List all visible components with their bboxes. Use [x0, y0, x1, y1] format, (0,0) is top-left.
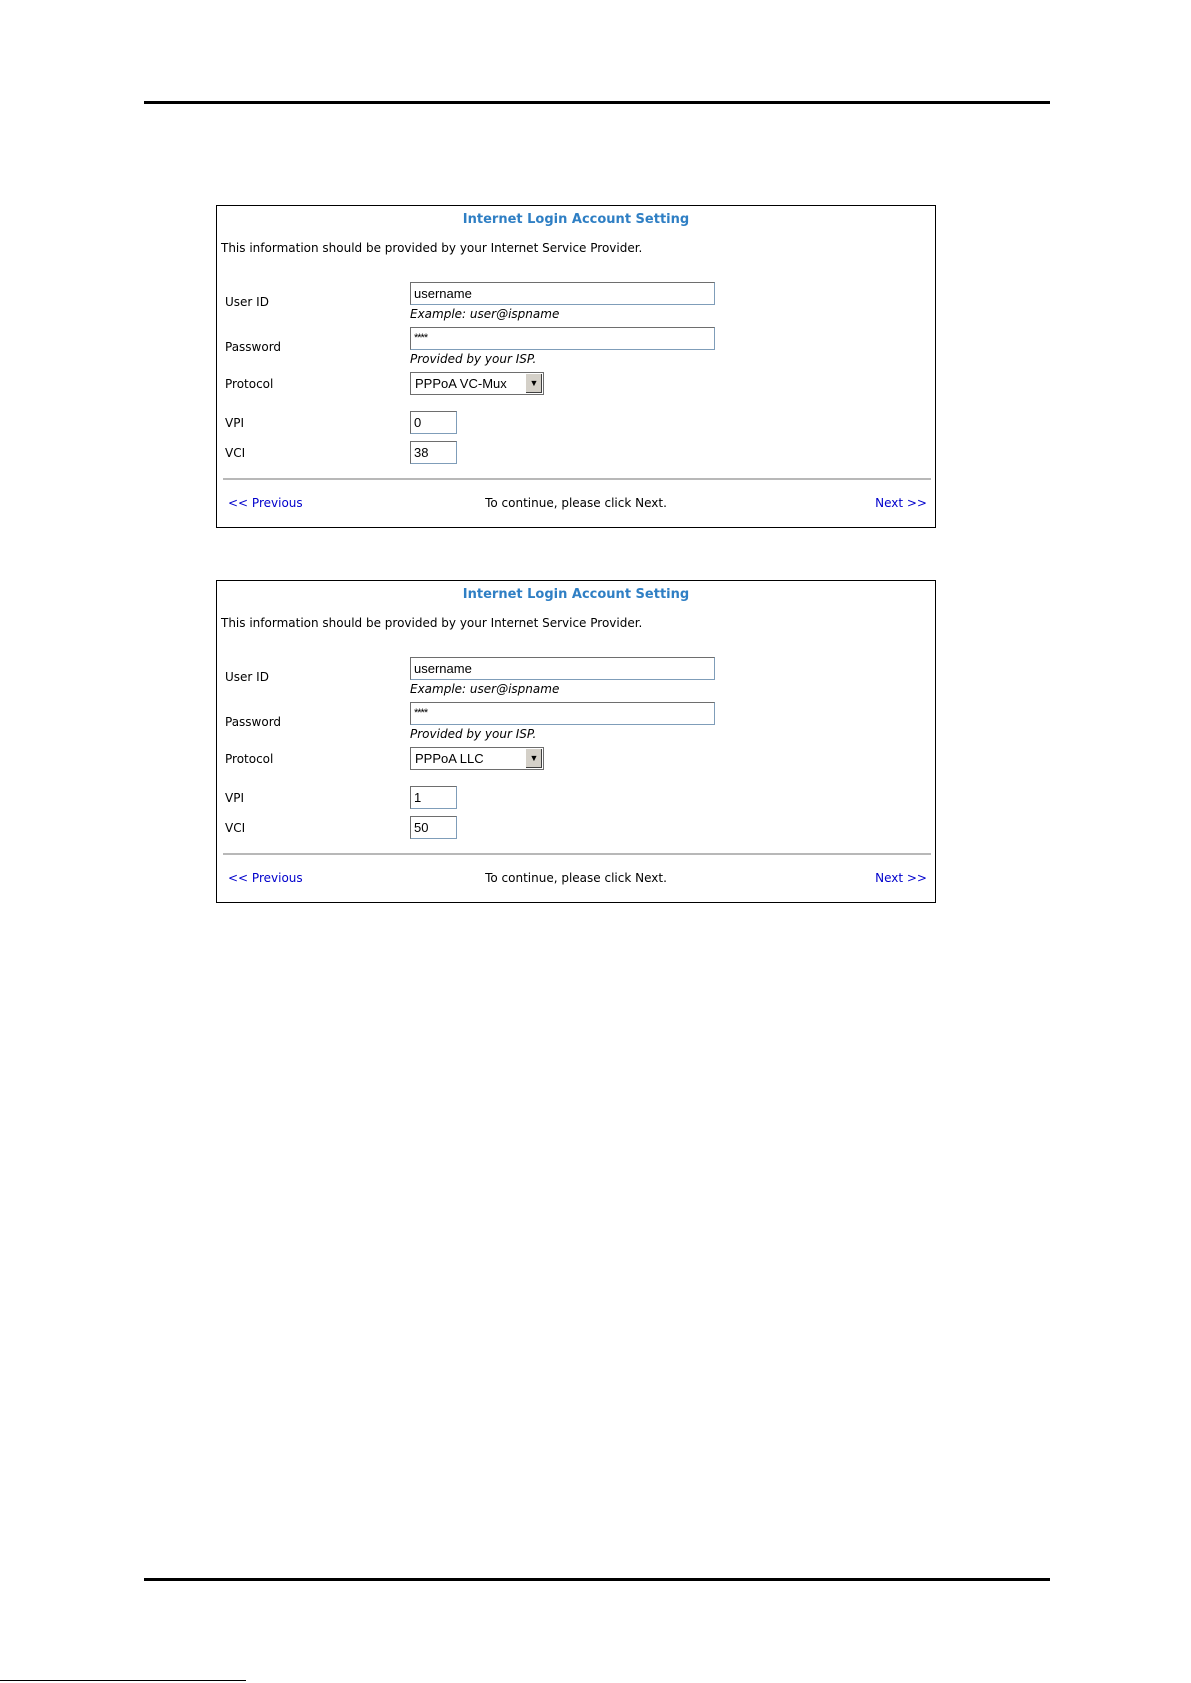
password-label: Password	[225, 715, 282, 729]
panel-title: Internet Login Account Setting	[462, 587, 690, 602]
vpi-label: VPI	[225, 416, 244, 430]
protocol-select[interactable]	[410, 372, 544, 395]
dropdown-arrow-icon[interactable]: ▼	[525, 374, 542, 393]
vpi-input[interactable]: 0	[410, 411, 457, 434]
login-settings-panel-2	[216, 580, 936, 903]
next-link[interactable]: Next >>	[875, 496, 927, 510]
continue-message: To continue, please click Next.	[485, 496, 667, 510]
dropdown-arrow-icon[interactable]: ▼	[525, 749, 542, 768]
protocol-select[interactable]	[410, 747, 544, 770]
vpi-label: VPI	[225, 791, 244, 805]
footnote-rule	[0, 1680, 246, 1681]
previous-link[interactable]: << Previous	[228, 496, 303, 510]
user-id-label: User ID	[225, 670, 269, 684]
next-link[interactable]: Next >>	[875, 871, 927, 885]
user-id-hint: Example: user@ispname	[410, 682, 560, 696]
password-input[interactable]: ****	[410, 702, 715, 725]
user-id-label: User ID	[225, 295, 269, 309]
previous-link[interactable]: << Previous	[228, 871, 303, 885]
vci-label: VCI	[225, 446, 246, 460]
footer-rule	[144, 1578, 1050, 1581]
protocol-value: PPPoA LLC	[415, 751, 484, 766]
vci-input[interactable]: 38	[410, 441, 457, 464]
user-id-hint: Example: user@ispname	[410, 307, 560, 321]
panel-divider	[223, 853, 931, 855]
panel-description: This information should be provided by your Internet Service Provider.	[221, 241, 643, 255]
protocol-label: Protocol	[225, 377, 274, 391]
header-rule	[144, 101, 1050, 104]
password-hint: Provided by your ISP.	[410, 352, 537, 366]
password-input[interactable]: ****	[410, 327, 715, 350]
password-hint: Provided by your ISP.	[410, 727, 537, 741]
continue-message: To continue, please click Next.	[485, 871, 667, 885]
vci-input[interactable]: 50	[410, 816, 457, 839]
panel-divider	[223, 478, 931, 480]
login-settings-panel-1	[216, 205, 936, 528]
vpi-input[interactable]: 1	[410, 786, 457, 809]
vci-label: VCI	[225, 821, 246, 835]
user-id-input[interactable]: username	[410, 282, 715, 305]
panel-title: Internet Login Account Setting	[462, 212, 690, 227]
protocol-label: Protocol	[225, 752, 274, 766]
password-label: Password	[225, 340, 282, 354]
protocol-value: PPPoA VC-Mux	[415, 376, 507, 391]
panel-description: This information should be provided by your Internet Service Provider.	[221, 616, 643, 630]
user-id-input[interactable]: username	[410, 657, 715, 680]
